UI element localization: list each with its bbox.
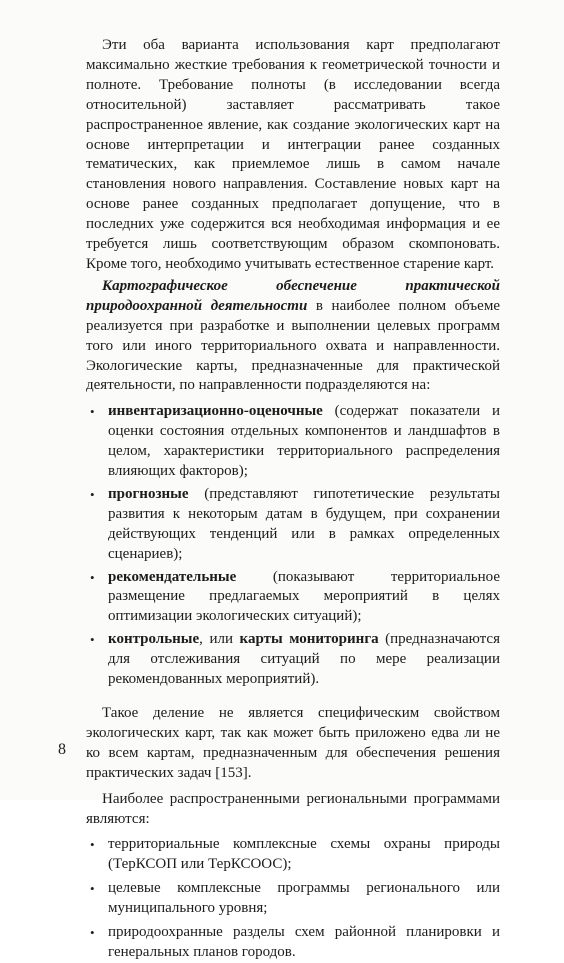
list-item: • природоохранные разделы схем районной планировки и генеральных планов городов. — [86, 923, 500, 963]
paragraph-1: Эти оба варианта использования карт предполагают максимально жесткие требования к геометрической точности и полноте. Требование полноты (в исследовании всегда относительной) заставляет рассматривать такое распространенное явление, как создание экологических карт на основе интерпретации и интеграции ранее созданных тематических, как приемлемое лишь в самом начале становления нового направления. Составление новых карт на основе ранее созданных предполагает допущение, что в последних уже содержится вся необходимая информация и ее требуется лишь соответствующим образом скомпоновать. Кроме того, необходимо учитывать естественное старение карт. — [86, 37, 500, 272]
list-item-term: рекомендательные — [108, 568, 237, 585]
list-item-term-2: карты мониторинга — [239, 631, 379, 648]
list-item-term: инвентаризационно-оценочные — [108, 403, 323, 420]
map-types-list — [86, 402, 500, 690]
list-item-connector: , или — [199, 631, 240, 648]
page-body — [86, 36, 500, 963]
list-item: • территориальные комплексные схемы охраны природы (ТерКСОП или ТерКСООС); — [86, 835, 500, 875]
paragraph-4: Наиболее распространенными региональными программами являются: — [86, 790, 500, 827]
list-item-desc: (представляют гипотетические результаты развития к некоторым датам в будущем, при сохранении действующих тенденций или в рамках определенных сценариев); — [108, 485, 500, 562]
list-item-term: прогнозные — [108, 485, 189, 502]
paragraph-2-text: в наиболее полном объеме реализуется при разработке и выполнении целевых программ того или иного территориального охвата и направленности. Экологические карты, предназначенные для практической деятельности, по направленности подразделяются на: — [86, 297, 500, 394]
list-item — [86, 485, 500, 565]
list-item: • целевые комплексные программы регионального или муниципального уровня; — [86, 879, 500, 919]
list-item-term: контрольные — [108, 631, 200, 648]
paragraph-3: Такое деление не является специфическим свойством экологических карт, так как может быть приложено едва ли не ко всем картам, предназначенным для обеспечения решения практических задач [153]. — [86, 705, 500, 781]
list-item — [86, 568, 500, 628]
programs-list — [86, 835, 500, 962]
list-item — [86, 630, 500, 690]
list-item — [86, 402, 500, 482]
page-number: 8 — [58, 741, 66, 758]
list-item-desc: (содержат показатели и оценки состояния отдельных компонентов и ландшафтов в целом, характеристики территориального распределения влияющих факторов); — [108, 403, 500, 480]
paragraph-2 — [86, 277, 500, 396]
list-item-desc: (предназначаются для отслеживания ситуаций по мере реализации рекомендованных мероприятий). — [108, 631, 500, 688]
list-item-desc: (показывают территориальное размещение предлагаемых мероприятий в целях оптимизации экологических ситуаций); — [108, 568, 500, 625]
paragraph-2-emphasis: Картографическое обеспечение практической природоохранной деятельности — [86, 277, 500, 314]
